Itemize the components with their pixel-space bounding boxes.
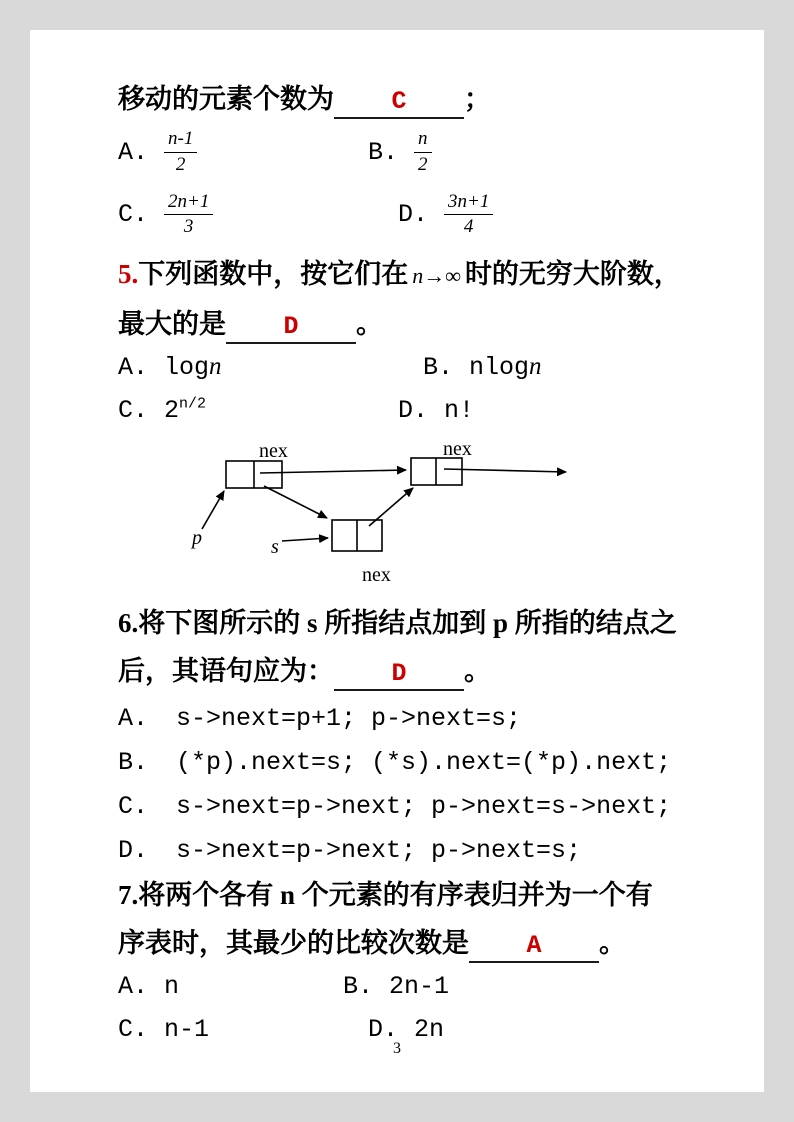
q4-stem — [118, 78, 730, 120]
q5-text-2: 时的无穷大阶数， — [464, 259, 681, 290]
q7-stem-line1 — [118, 874, 730, 916]
q5-option-b-label: B. — [423, 353, 454, 383]
q4-option-d — [398, 191, 493, 240]
next-label-1: nex — [259, 441, 288, 463]
q7-option-a-label: A. — [118, 972, 149, 1002]
q6-option-b-code: (*p).next=s; (*s).next=(*p).next; — [176, 748, 672, 778]
q4-option-a-fraction — [164, 128, 197, 177]
q7-option-b-label: B. — [343, 972, 374, 1002]
q7-option-c-label: C. — [118, 1015, 149, 1045]
arrow-node3-to-node2 — [369, 488, 413, 526]
linked-list-diagram — [176, 441, 730, 598]
q4-option-c-fraction — [164, 191, 213, 240]
q4-option-c — [118, 191, 398, 240]
q7-option-d-value: 2n — [414, 1015, 445, 1045]
q5-option-b — [423, 353, 542, 382]
q7-stem-line2 — [118, 922, 730, 964]
fraction-numerator: n — [414, 128, 432, 153]
q6-option-c-code: s->next=p->next; p->next=s->next; — [176, 792, 672, 822]
next-label-2: nex — [443, 441, 472, 461]
q4-suffix: ； — [464, 84, 491, 114]
q5-option-d-label: D. — [398, 396, 429, 426]
q6-stem-line1 — [118, 602, 730, 644]
q5-option-a — [118, 353, 423, 382]
q5-option-b-func: nlog — [469, 353, 530, 383]
arrow-s-to-node3 — [282, 538, 328, 541]
q7-option-d-label: D. — [368, 1015, 399, 1045]
fraction-denominator: 4 — [463, 216, 474, 238]
q6-option-b — [118, 742, 730, 784]
q5-option-c-exponent: n/2 — [179, 395, 207, 413]
q6-option-d-code: s->next=p->next; p->next=s; — [176, 836, 582, 866]
q5-stem-line2 — [118, 303, 730, 345]
q4-options-row-ab — [118, 128, 730, 177]
q6-option-b-label: B. — [118, 748, 149, 778]
q7-option-b-value: 2n-1 — [389, 972, 450, 1002]
q7-text-1: 将两个各有 n 个元素的有序表归并为一个有 — [138, 880, 653, 911]
page-number: 3 — [393, 1040, 401, 1057]
q5-option-d — [398, 396, 474, 425]
diagram-svg — [176, 441, 596, 593]
q6-text-3: 。 — [464, 656, 491, 687]
fraction-numerator: 2n+1 — [164, 191, 213, 216]
q4-option-a — [118, 128, 368, 177]
q7-text-2: 序表时，其最少的比较次数是 — [118, 928, 469, 959]
arrow-node1-to-node3 — [264, 486, 327, 518]
q6-answer-blank: D — [334, 661, 464, 691]
q5-option-c — [118, 396, 398, 425]
q4-option-b — [368, 128, 432, 177]
q5-option-d-value: n! — [444, 396, 475, 426]
q6-option-d-label: D. — [118, 836, 149, 866]
q4-text: 移动的元素个数为 — [118, 84, 334, 114]
q5-option-a-value — [164, 353, 222, 382]
q6-stem-line2 — [118, 650, 730, 692]
q7-option-c-value: n-1 — [164, 1015, 210, 1045]
q5-option-b-value — [469, 353, 542, 382]
q5-text-4: 。 — [356, 309, 383, 340]
q5-option-c-label: C. — [118, 396, 149, 426]
q5-option-a-func: log — [164, 353, 210, 383]
q7-text-3: 。 — [599, 928, 626, 959]
q6-option-a-code: s->next=p+1; p->next=s; — [176, 704, 522, 734]
q4-options-row-cd — [118, 191, 730, 240]
fraction-denominator: 3 — [183, 216, 194, 238]
q6-text-2: 后，其语句应为： — [118, 656, 334, 687]
q5-option-b-var: n — [529, 353, 542, 381]
q5-option-c-base: 2 — [164, 396, 180, 426]
pointer-p-label: p — [192, 527, 202, 550]
q4-option-d-fraction — [444, 191, 493, 240]
q7-option-b — [343, 972, 449, 1001]
q5-options-row-cd — [118, 396, 730, 425]
fraction-denominator: 2 — [418, 153, 428, 175]
q4-option-d-label: D. — [398, 200, 429, 230]
q6-option-d — [118, 830, 730, 872]
q5-option-c-value — [164, 396, 206, 425]
document-page — [30, 30, 764, 1092]
q6-option-a-label: A. — [118, 704, 149, 734]
arrow-p-to-node1 — [202, 491, 224, 529]
fraction-numerator: n-1 — [164, 128, 197, 153]
q4-option-b-label: B. — [368, 137, 399, 167]
q5-answer-blank: D — [226, 314, 356, 344]
q6-option-c — [118, 786, 730, 828]
q4-option-a-label: A. — [118, 137, 149, 167]
q4-option-c-label: C. — [118, 200, 149, 230]
q7-answer-blank: A — [469, 933, 599, 963]
q5-text-3: 最大的是 — [118, 309, 226, 340]
q4-option-b-fraction — [414, 128, 432, 177]
q6-option-c-label: C. — [118, 792, 149, 822]
q4-answer-blank: C — [334, 89, 464, 119]
q5-number: 5. — [118, 259, 139, 290]
q6-text-1: 将下图所示的 s 所指结点加到 p 所指的结点之 — [138, 608, 677, 639]
fraction-denominator: 2 — [175, 153, 186, 175]
next-label-3: nex — [362, 564, 391, 587]
pointer-s-label: s — [271, 536, 279, 559]
q7-number: 7. — [118, 880, 139, 911]
document-content — [118, 78, 730, 1058]
q7-options-row-ab — [118, 972, 730, 1001]
q5-options-row-ab — [118, 353, 730, 382]
q7-option-a-value: n — [164, 972, 180, 1002]
q6-option-a — [118, 698, 730, 740]
q5-option-a-label: A. — [118, 353, 149, 383]
q6-number: 6. — [118, 608, 139, 639]
fraction-numerator: 3n+1 — [444, 191, 493, 216]
q5-option-a-var: n — [209, 353, 222, 381]
q5-text-1: 下列函数中，按它们在 — [138, 259, 409, 290]
q5-stem-line1 — [118, 253, 730, 297]
q7-option-a — [118, 972, 343, 1001]
q5-math-expression: n→∞ — [412, 263, 461, 289]
